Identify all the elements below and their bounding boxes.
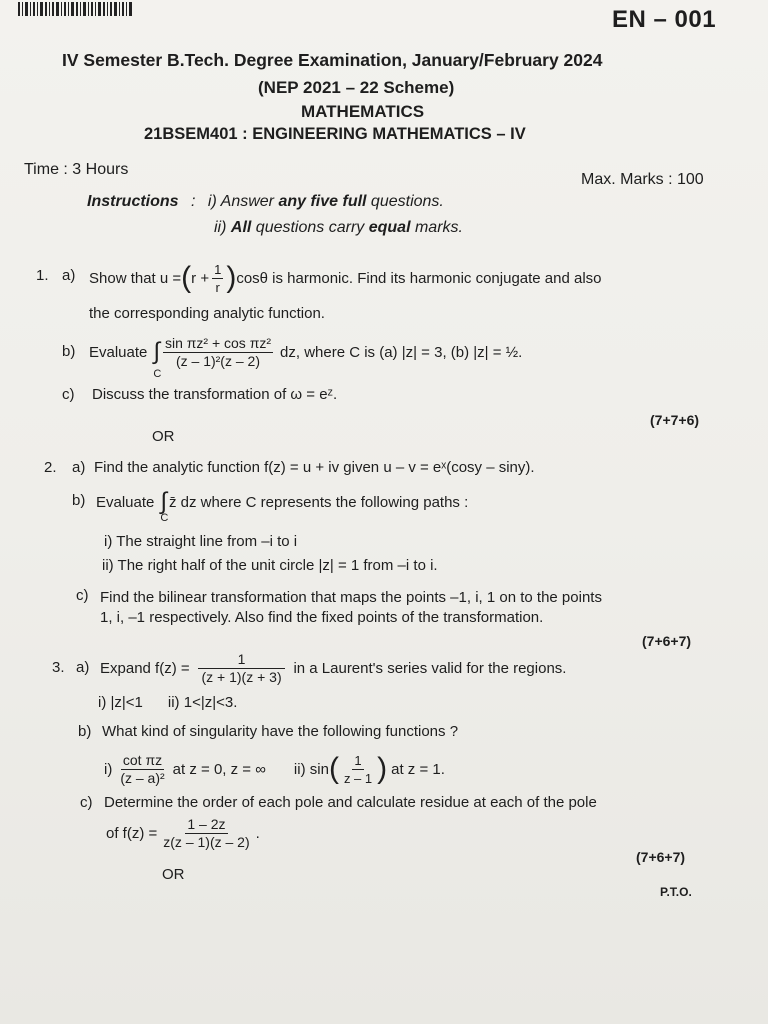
q1-a-label: a) [62,267,76,284]
q3-c-label: c) [80,794,93,811]
instructions-line-1: Instructions : i) Answer any five full questions. [87,193,444,210]
q2-c-line-2: 1, i, –1 respectively. Also find the fixed points of the transformation. [100,609,544,626]
instructions-line-2: ii) All questions carry equal marks. [214,219,463,236]
fraction: $\frac{1}{r}$ [214,261,222,295]
paper-code: EN – 001 [612,6,717,33]
q2-b-text: Evaluate ∫ C z̄ dz where C represents the following paths : [96,488,469,524]
q1-b-label: b) [62,343,76,360]
question-3-number: 3. [52,659,65,676]
scheme-line: (NEP 2021 – 22 Scheme) [258,78,455,97]
q3-b-text: What kind of singularity have the following functions ? [102,723,459,740]
fraction: $\frac{1 - 2z}{z(z - 1)(z - 2)}$ [163,815,250,850]
q3-c-text: Determine the order of each pole and calculate residue at each of the pole [104,794,597,811]
q2-marks: (7+6+7) [642,633,692,649]
q3-a-regions: i) |z|<1 ii) 1<|z|<3. [98,694,238,711]
integral-symbol: ∫ C [153,338,162,380]
paper-title: 21BSEM401 : ENGINEERING MATHEMATICS – IV [144,125,526,143]
instructions-label: Instructions [87,193,179,210]
fraction: $\frac{\text{cot πz}}{\text{(z – a)²}}$ [120,751,165,786]
q3-a-label: a) [76,659,90,676]
q3-a-text: Expand f(z) = $\frac{1}{(z + 1)(z + 3)}$ in a Laurent's series valid for the regions. [100,650,567,685]
q1-c-label: c) [62,386,75,403]
max-marks: Max. Marks : 100 [581,171,704,188]
exam-title: IV Semester B.Tech. Degree Examination, January/February 2024 [62,50,603,70]
q2-c-line-1: Find the bilinear transformation that maps the points –1, i, 1 on to the points [100,589,602,606]
fraction: $\frac{\text{sin πz² + cos πz²}}{\text{(z – 1)²(z – 2)}}$ [164,334,272,369]
q2-a-text: Find the analytic function f(z) = u + iv given u – v = eˣ(cosy – siny). [94,459,535,476]
question-2-number: 2. [44,459,57,476]
pto-label: P.T.O. [660,885,692,899]
q3-b-functions: i) $\frac{\text{cot πz}}{\text{(z – a)²}}$ at z = 0, z = ∞ ii) sin ( $\frac{1}{z - 1}$ ) at z = 1. [104,751,445,786]
q3-marks: (7+6+7) [636,849,686,865]
or-separator-2: OR [162,866,185,883]
q1-marks: (7+7+6) [650,412,700,428]
q1-c-text: Discuss the transformation of ω = eᶻ. [92,386,338,403]
time-label: Time : 3 Hours [24,161,129,178]
fraction: $\frac{1}{z - 1}$ [343,752,373,786]
subject-line: MATHEMATICS [301,102,425,121]
q1-a-line-2: the corresponding analytic function. [89,305,325,322]
integral-symbol: ∫ C [160,488,169,524]
q3-b-label: b) [78,723,92,740]
q2-b-path-2: ii) The right half of the unit circle |z| = 1 from –i to i. [102,557,438,574]
or-separator-1: OR [152,428,175,445]
q2-b-label: b) [72,492,86,509]
fraction: $\frac{1}{(z + 1)(z + 3)}$ [198,651,286,686]
q3-c-function: of f(z) = $\frac{1 - 2z}{z(z - 1)(z - 2)}$ . [106,815,260,850]
q2-a-label: a) [72,459,86,476]
q1-a-text: Show that u = ( r + $\frac{1}{r}$ ) cosθ is harmonic. Find its harmonic conjugate and also [89,261,602,295]
q2-c-label: c) [76,587,89,604]
question-1-number: 1. [36,267,49,284]
q2-b-path-1: i) The straight line from –i to i [104,533,298,550]
barcode [18,2,134,16]
q1-b-text: Evaluate ∫ C $\frac{\text{sin πz² + cos πz²}}{\text{(z – 1)²(z – 2)}}$ dz, where C is (a) |z| = 3, (b) |z| = ½. [89,334,523,380]
